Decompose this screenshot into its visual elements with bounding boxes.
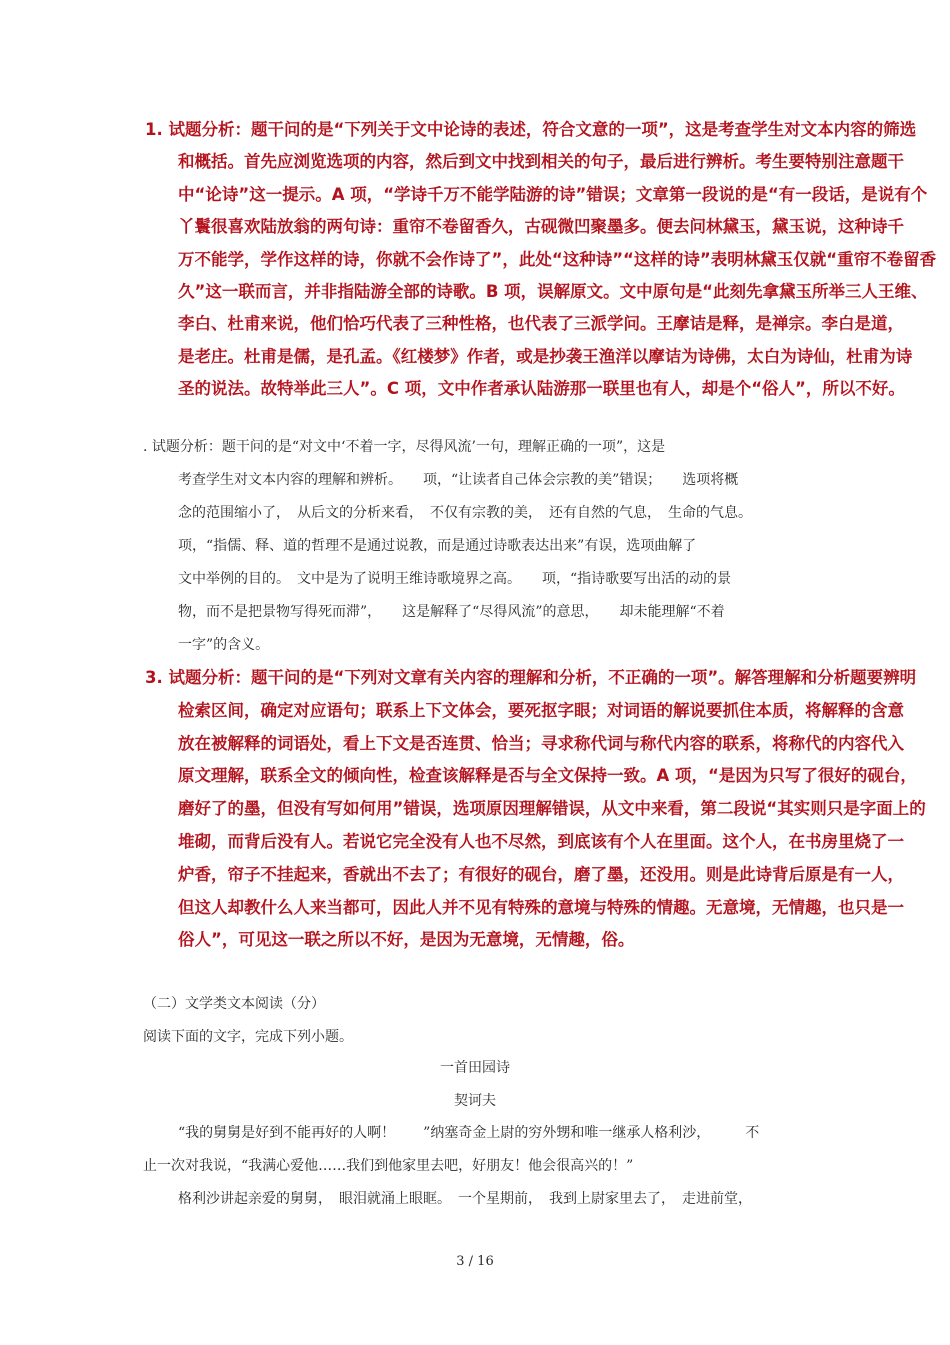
analysis2-line: 念的范围缩小了， 从后文的分析来看， 不仅有宗教的美， 还有自然的气息， 生命的气息。 — [178, 505, 752, 521]
analysis2-line: 项，“指儒、释、道的哲理不是通过说教，而是通过诗歌表达出来”有误，选项曲解了 — [178, 538, 697, 554]
section-heading: （二）文学类文本阅读（分） — [143, 996, 325, 1012]
analysis1-line: 万不能学，学作这样的诗，你就不会作诗了”，此处“这种诗”“这样的诗”表明林黛玉仅就“重帘不卷留香 — [178, 249, 937, 269]
analysis3-line: 炉香，帘子不挂起来，香就出不去了；有很好的砚台，磨了墨，还没用。则是此诗背后原是有一人， — [178, 864, 904, 884]
story-line: 止一次对我说，“我满心爱他……我们到他家里去吧，好朋友！他会很高兴的！” — [143, 1158, 634, 1174]
analysis2-line: 物，而不是把景物写得死而滞”， 这是解释了“尽得风流”的意思， 却未能理解“不着 — [178, 604, 725, 620]
analysis2-line: 考查学生对文本内容的理解和辨析。 项，“让读者自己体会宗教的美”错误； 选项将概 — [178, 472, 739, 488]
analysis3-line: 检索区间，确定对应语句；联系上下文体会，要死抠字眼；对词语的解说要抓住本质，将解释的含意 — [178, 700, 904, 720]
analysis2-line: . 试题分析：题干问的是“对文中‘不着一字，尽得风流’一句，理解正确的一项”，这是 — [143, 439, 666, 455]
analysis2-line: 一字”的含义。 — [178, 637, 270, 653]
analysis1-line: 丫鬟很喜欢陆放翁的两句诗：重帘不卷留香久，古砚微凹聚墨多。便去问林黛玉，黛玉说，这种诗千 — [178, 217, 904, 237]
reading-instruction: 阅读下面的文字，完成下列小题。 — [143, 1029, 353, 1045]
analysis3-line: 俗人”，可见这一联之所以不好，是因为无意境，无情趣，俗。 — [178, 930, 635, 950]
analysis3-line: 堆砌，而背后没有人。若说它完全没有人也不尽然，到底该有个人在里面。这个人，在书房里烧了一 — [178, 832, 904, 851]
analysis1-line: 是老庄。杜甫是儒，是孔孟。《红楼梦》作者，或是抄袭王渔洋以摩诘为诗佛，太白为诗仙，杜甫为诗 — [178, 346, 913, 366]
analysis1-line: 圣的说法。故特举此三人”。C 项，文中作者承认陆游那一联里也有人，却是个“俗人”，所以不好。 — [178, 379, 905, 399]
analysis1-line: 和概括。首先应浏览选项的内容，然后到文中找到相关的句子，最后进行辨析。考生要特别注意题干 — [178, 152, 904, 172]
story-title: 一首田园诗 — [440, 1060, 510, 1076]
analysis2-line: 文中举例的目的。 文中是为了说明王维诗歌境界之高。 项，“指诗歌要写出活的动的景 — [178, 571, 732, 587]
story-author: 契诃夫 — [454, 1093, 496, 1109]
analysis3-line: 放在被解释的词语处，看上下文是否连贯、恰当；寻求称代词与称代内容的联系，将称代的内容代入 — [178, 733, 904, 753]
analysis1-line: 1. 试题分析：题干问的是“下列关于文中论诗的表述，符合文意的一项”，这是考查学生对文本内容的筛选 — [145, 120, 917, 139]
analysis3-line: 磨好了的墨，但没有写如何用”错误，选项原因理解错误，从文中来看，第二段说“其实则只是字面上的 — [178, 799, 926, 819]
story-line: 格利沙讲起亲爱的舅舅， 眼泪就涌上眼眶。 一个星期前， 我到上尉家里去了， 走进前堂， — [178, 1191, 752, 1207]
analysis3-line: 原文理解，联系全文的倾向性，检查该解释是否与全文保持一致。A 项，“是因为只写了很好的砚台， — [178, 766, 917, 786]
analysis1-line: 中“论诗”这一提示。A 项，“学诗千万不能学陆游的诗”错误；文章第一段说的是“有一段话，是说有个 — [178, 184, 928, 204]
story-line: “我的舅舅是好到不能再好的人啊！ ”纳塞奇金上尉的穷外甥和唯一继承人格利沙， 不 — [178, 1125, 760, 1141]
analysis1-line: 李白、杜甫来说，他们恰巧代表了三种性格，也代表了三派学问。王摩诘是释，是禅宗。李白是道， — [178, 314, 904, 334]
analysis3-line: 但这人却教什么人来当都可，因此人并不见有特殊的意境与特殊的情趣。无意境，无情趣，也只是一 — [178, 897, 904, 917]
analysis1-line: 久”这一联而言，并非指陆游全部的诗歌。B 项，误解原文。文中原句是“此刻先拿黛玉所举三人王维、 — [178, 282, 928, 301]
analysis3-line: 3. 试题分析：题干问的是“下列对文章有关内容的理解和分析，不正确的一项”。解答理解和分析题要辨明 — [145, 668, 917, 687]
page-number: 3 / 16 — [456, 1254, 494, 1269]
